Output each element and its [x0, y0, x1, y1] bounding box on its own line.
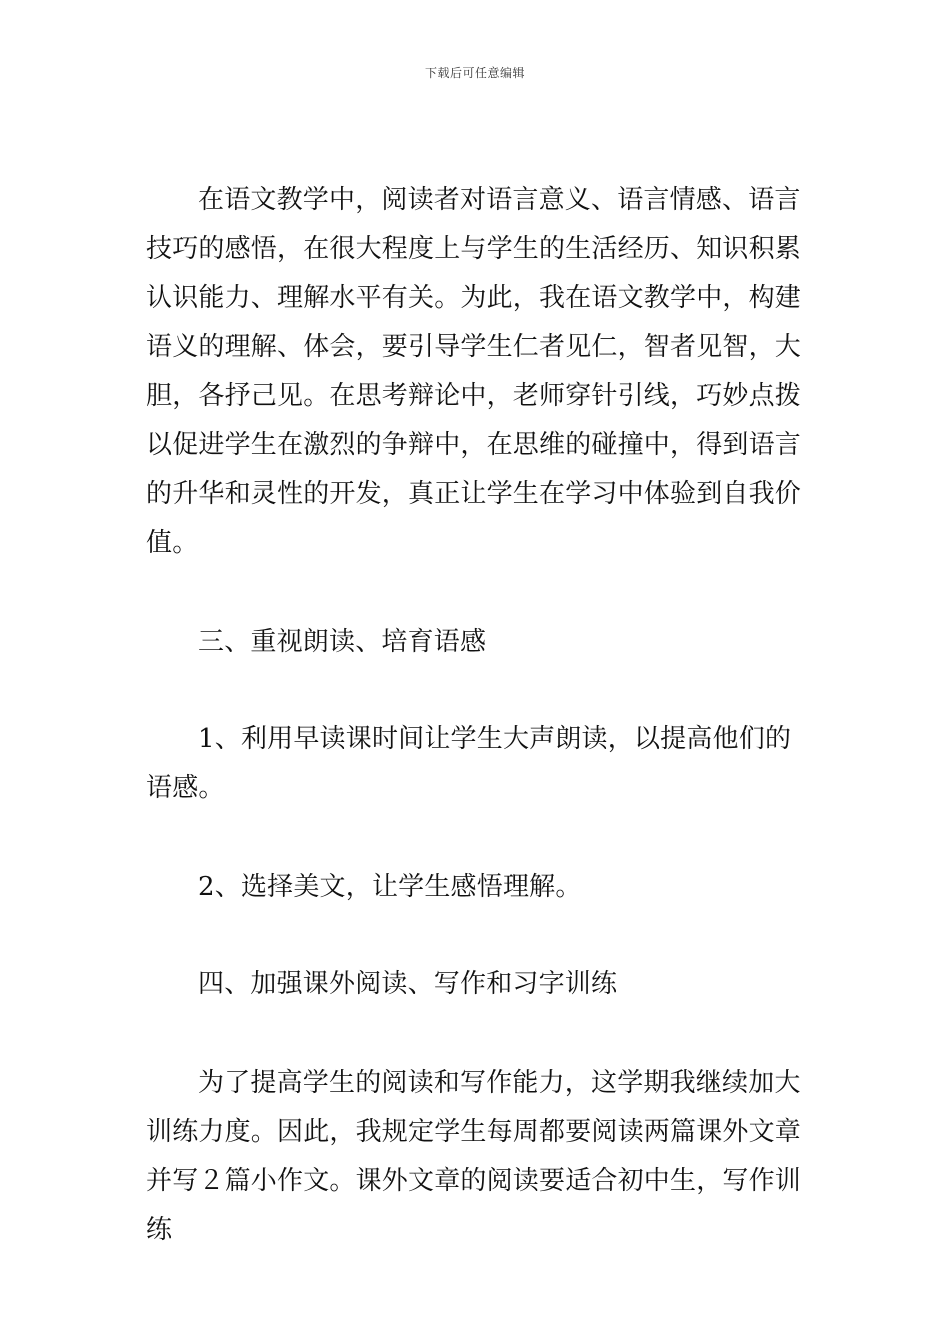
page-header-note: 下载后可任意编辑 — [424, 66, 525, 80]
list-item-select-articles: 2、选择美文，让学生感悟理解。 — [198, 872, 582, 902]
document-body — [146, 176, 806, 1255]
paragraph-spacer — [146, 912, 806, 960]
list-item-morning-reading: 1、利用早读课时间让学生大声朗读，以提高他们的语感。 — [146, 724, 792, 803]
paragraph-spacer — [146, 813, 806, 863]
paragraph-reading-perception: 在语文教学中，阅读者对语言意义、语言情感、语言技巧的感悟，在很大程度上与学生的生活经历、知识积累认识能力、理解水平有关。为此，我在语文教学中，构建语义的理解、体会，要引导学生仁者见仁，智者见智，大胆，各抒己见。在思考辩论中，老师穿针引线，巧妙点拨以促进学生在激烈的争辩中，在思维的碰撞中，得到语言的升华和灵性的开发，真正让学生在学习中体验到自我价值。 — [146, 185, 802, 558]
paragraph-spacer — [146, 667, 806, 715]
paragraph-spacer — [146, 1009, 806, 1059]
paragraph-writing-training: 为了提高学生的阅读和写作能力，这学期我继续加大训练力度。因此，我规定学生每周都要阅读两篇课外文章并写２篇小作文。课外文章的阅读要适合初中生，写作训练 — [146, 1068, 802, 1245]
section-heading-reading-aloud: 三、重视朗读、培育语感 — [198, 627, 487, 657]
paragraph-spacer — [146, 568, 806, 618]
section-heading-extracurricular: 四、加强课外阅读、写作和习字训练 — [198, 969, 618, 999]
